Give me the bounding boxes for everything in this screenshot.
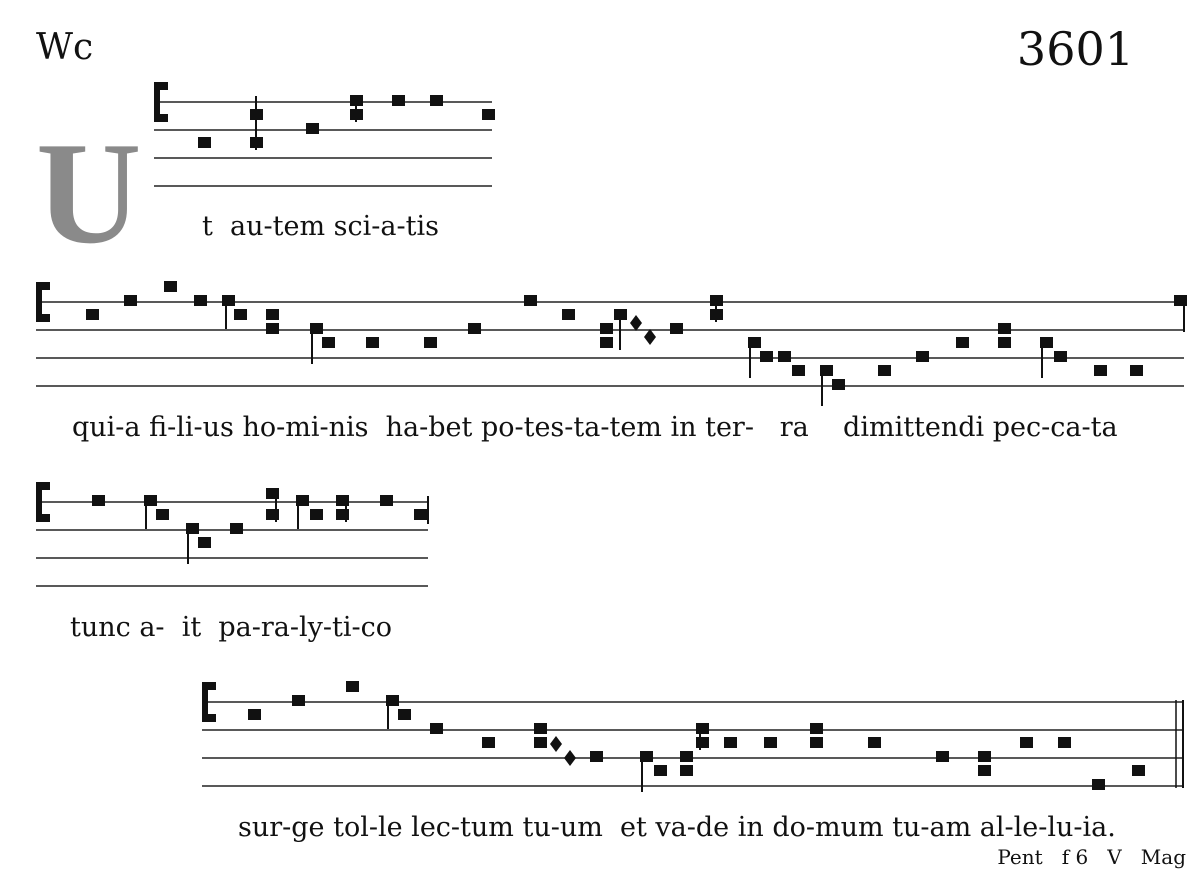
punctum-note <box>198 537 211 548</box>
punctum-note <box>670 323 683 334</box>
punctum-note <box>346 681 359 692</box>
punctum-note <box>820 365 833 376</box>
punctum-note <box>696 737 709 748</box>
punctum-note <box>534 737 547 748</box>
punctum-note <box>482 109 495 120</box>
punctum-note <box>764 737 777 748</box>
punctum-note <box>562 309 575 320</box>
punctum-note <box>1132 765 1145 776</box>
lyric-line-3: tunc a- it pa-ra-ly-ti-co <box>70 612 392 643</box>
punctum-note <box>1174 295 1187 306</box>
lyric-line-1: t au-tem sci-a-tis <box>202 211 439 242</box>
punctum-note <box>266 509 279 520</box>
punctum-note <box>680 751 693 762</box>
punctum-note <box>936 751 949 762</box>
punctum-note <box>424 337 437 348</box>
punctum-note <box>710 309 723 320</box>
punctum-note <box>978 751 991 762</box>
punctum-note <box>680 765 693 776</box>
punctum-note <box>414 509 427 520</box>
punctum-note <box>956 337 969 348</box>
punctum-note <box>916 351 929 362</box>
punctum-note <box>696 723 709 734</box>
chant-number: 3601 <box>1016 22 1134 76</box>
rhombus-note <box>644 329 656 345</box>
punctum-note <box>392 95 405 106</box>
punctum-note <box>810 737 823 748</box>
punctum-note <box>266 488 279 499</box>
punctum-note <box>654 765 667 776</box>
punctum-note <box>124 295 137 306</box>
neumes <box>86 95 1187 792</box>
punctum-note <box>230 523 243 534</box>
punctum-note <box>430 723 443 734</box>
punctum-note <box>1094 365 1107 376</box>
punctum-note <box>998 323 1011 334</box>
punctum-note <box>590 751 603 762</box>
punctum-note <box>760 351 773 362</box>
punctum-note <box>978 765 991 776</box>
punctum-note <box>600 337 613 348</box>
punctum-note <box>792 365 805 376</box>
initial-letter: U <box>36 112 142 274</box>
punctum-note <box>266 323 279 334</box>
punctum-note <box>322 337 335 348</box>
punctum-note <box>234 309 247 320</box>
punctum-note <box>1092 779 1105 790</box>
punctum-note <box>310 509 323 520</box>
punctum-note <box>1058 737 1071 748</box>
punctum-note <box>310 323 323 334</box>
punctum-note <box>524 295 537 306</box>
rhombus-note <box>564 750 576 766</box>
lyric-line-4: sur-ge tol-le lec-tum tu-um et va-de in do-mum tu-am al-le-lu-ia. <box>238 812 1116 843</box>
punctum-note <box>398 709 411 720</box>
punctum-note <box>336 509 349 520</box>
punctum-note <box>222 295 235 306</box>
rhombus-note <box>630 315 642 331</box>
punctum-note <box>306 123 319 134</box>
punctum-note <box>198 137 211 148</box>
punctum-note <box>386 695 399 706</box>
punctum-note <box>724 737 737 748</box>
punctum-note <box>350 95 363 106</box>
punctum-note <box>640 751 653 762</box>
punctum-note <box>92 495 105 506</box>
punctum-note <box>248 709 261 720</box>
punctum-note <box>1054 351 1067 362</box>
rhombus-note <box>550 736 562 752</box>
punctum-note <box>748 337 761 348</box>
punctum-note <box>336 495 349 506</box>
staff-3 <box>36 502 428 586</box>
lyric-line-2: qui-a fi-li-us ho-mi-nis ha-bet po-tes-ta-tem in ter- ra dimittendi pec-ca-ta <box>72 412 1118 443</box>
punctum-note <box>430 95 443 106</box>
punctum-note <box>296 495 309 506</box>
punctum-note <box>250 109 263 120</box>
punctum-note <box>482 737 495 748</box>
punctum-note <box>194 295 207 306</box>
punctum-note <box>380 495 393 506</box>
punctum-note <box>878 365 891 376</box>
punctum-note <box>292 695 305 706</box>
punctum-note <box>998 337 1011 348</box>
punctum-note <box>1130 365 1143 376</box>
punctum-note <box>1020 737 1033 748</box>
punctum-note <box>1040 337 1053 348</box>
punctum-note <box>810 723 823 734</box>
liturgical-reference: Pent f 6 V Mag <box>997 845 1186 869</box>
punctum-note <box>778 351 791 362</box>
punctum-note <box>366 337 379 348</box>
punctum-note <box>468 323 481 334</box>
punctum-note <box>266 309 279 320</box>
punctum-note <box>186 523 199 534</box>
punctum-note <box>164 281 177 292</box>
punctum-note <box>600 323 613 334</box>
punctum-note <box>832 379 845 390</box>
punctum-note <box>614 309 627 320</box>
punctum-note <box>534 723 547 734</box>
source-label: Wc <box>36 27 94 68</box>
punctum-note <box>350 109 363 120</box>
punctum-note <box>710 295 723 306</box>
punctum-note <box>86 309 99 320</box>
punctum-note <box>250 137 263 148</box>
punctum-note <box>156 509 169 520</box>
punctum-note <box>868 737 881 748</box>
punctum-note <box>144 495 157 506</box>
